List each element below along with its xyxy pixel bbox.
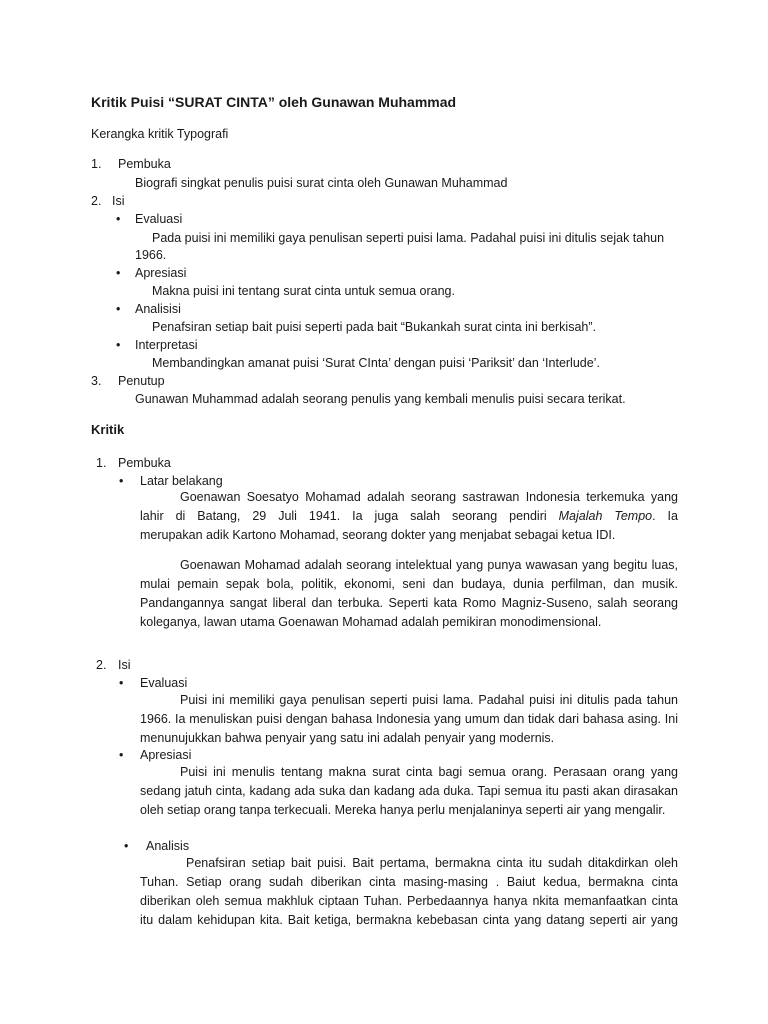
bullet-icon xyxy=(119,675,123,691)
paragraph-text: mulai pemain sepak bola, politik, ekonomi, seni dan budaya, dunia perfilman, dan musik. Pandangannya sangat liberal dan terbuka. Seperti kata Romo Magniz-Suseno, salah seorang koleganya, lawan utama Goenawan Mohamad adalah pemikiran monodimensional. xyxy=(140,577,678,629)
outline-isi-label: Isi xyxy=(112,194,125,208)
paragraph-line xyxy=(140,507,678,526)
section-heading-kritik: Kritik xyxy=(91,422,125,437)
outline-pembuka-label: Pembuka xyxy=(118,157,171,171)
outline-apresiasi-label: Apresiasi xyxy=(135,266,187,280)
kritik-pembuka-label: Pembuka xyxy=(118,456,171,470)
bullet-icon xyxy=(116,301,120,317)
isi-analisis-label: Analisis xyxy=(146,839,190,853)
bullet-icon xyxy=(124,838,128,854)
majalah-tempo-italic: Majalah Tempo xyxy=(558,509,653,523)
paragraph-text: 1966. Ia menuliskan puisi dengan bahasa Indonesia yang umum dan tidak dari bahasa asing. Ini menunujukkan bahwa penyair yang satu ini adalah penyair yang modernis. xyxy=(140,712,678,745)
bullet-icon xyxy=(119,473,123,489)
outline-evaluasi-text-cont: 1966. xyxy=(135,248,167,262)
outline-penutup-desc: Gunawan Muhammad adalah seorang penulis yang kembali menulis puisi secara terikat. xyxy=(135,392,626,406)
paragraph-text: sedang jatuh cinta, kadang ada suka dan kadang ada duka. Tapi semua itu pasti akan dirasakan oleh setiap orang tanpa terkecuali. Mereka hanya perlu menjalaninya seperti air yang mengalir. xyxy=(140,784,678,817)
outline-interpretasi-label: Interpretasi xyxy=(135,338,198,352)
outline-analisis-text: Penafsiran setiap bait puisi seperti pada bait “Bukankah surat cinta ini berkisah”. xyxy=(152,320,597,334)
paragraph-line: merupakan adik Kartono Mohamad, seorang dokter yang menjabat sebagai ketua IDI. xyxy=(140,528,616,542)
outline-evaluasi-text: Pada puisi ini memiliki gaya penulisan seperti puisi lama. Padahal puisi ini ditulis sejak tahun xyxy=(152,231,665,245)
paragraph-line: Puisi ini memiliki gaya penulisan seperti puisi lama. Padahal puisi ini ditulis pada tahun xyxy=(180,693,678,707)
document-subtitle: Kerangka kritik Typografi xyxy=(91,127,229,141)
kritik-number: 1. xyxy=(96,456,107,470)
paragraph-line: Penafsiran setiap bait puisi. Bait pertama, bermakna cinta itu sudah ditakdirkan oleh xyxy=(186,856,678,870)
isi-evaluasi-paragraph xyxy=(140,691,678,748)
paragraph-text: lahir di Batang, 29 Juli 1941. Ia juga salah seorang pendiri xyxy=(140,509,547,523)
outline-number: 1. xyxy=(91,157,102,171)
kritik-number: 2. xyxy=(96,658,107,672)
outline-evaluasi-label: Evaluasi xyxy=(135,212,183,226)
kritik-isi-label: Isi xyxy=(118,658,131,672)
isi-apresiasi-paragraph xyxy=(140,763,678,820)
bullet-icon xyxy=(119,747,123,763)
isi-apresiasi-label: Apresiasi xyxy=(140,748,192,762)
paragraph-text: . Ia xyxy=(652,509,678,523)
paragraph-text: Tuhan. Setiap orang sudah diberikan cinta masing-masing . Baiut kedua, bermakna cinta diberikan oleh semua makhluk ciptaan Tuhan. Perbedaannya hanya nkita memanfaatkan cinta itu dalam kehidupan kita. Bait ketiga, bermakna kebebasan cinta yang datang seperti air yang xyxy=(140,875,678,927)
outline-interpretasi-text: Membandingkan amanat puisi ‘Surat CInta’ dengan puisi ‘Pariksit’ dan ‘Interlude’. xyxy=(152,356,600,370)
outline-analisis-label: Analisisi xyxy=(135,302,181,316)
outline-apresiasi-text: Makna puisi ini tentang surat cinta untuk semua orang. xyxy=(152,284,455,298)
paragraph-line: Goenawan Mohamad adalah seorang intelektual yang punya wawasan yang begitu luas, xyxy=(180,558,678,572)
bullet-icon xyxy=(116,211,120,227)
outline-number: 3. xyxy=(91,374,102,388)
latar-belakang-label: Latar belakang xyxy=(140,474,223,488)
latar-belakang-paragraph-1 xyxy=(140,488,678,545)
bullet-icon xyxy=(116,337,120,353)
isi-analisis-paragraph xyxy=(140,854,678,930)
document-title: Kritik Puisi “SURAT CINTA” oleh Gunawan Muhammad xyxy=(91,94,457,110)
paragraph-line: Goenawan Soesatyo Mohamad adalah seorang sastrawan Indonesia terkemuka yang xyxy=(180,490,678,504)
outline-penutup-label: Penutup xyxy=(118,374,165,388)
latar-belakang-paragraph-2 xyxy=(140,556,678,632)
outline-pembuka-desc: Biografi singkat penulis puisi surat cinta oleh Gunawan Muhammad xyxy=(135,176,508,190)
paragraph-line: Puisi ini menulis tentang makna surat cinta bagi semua orang. Perasaan orang yang xyxy=(180,765,678,779)
isi-evaluasi-label: Evaluasi xyxy=(140,676,188,690)
outline-number: 2. xyxy=(91,194,102,208)
bullet-icon xyxy=(116,265,120,281)
